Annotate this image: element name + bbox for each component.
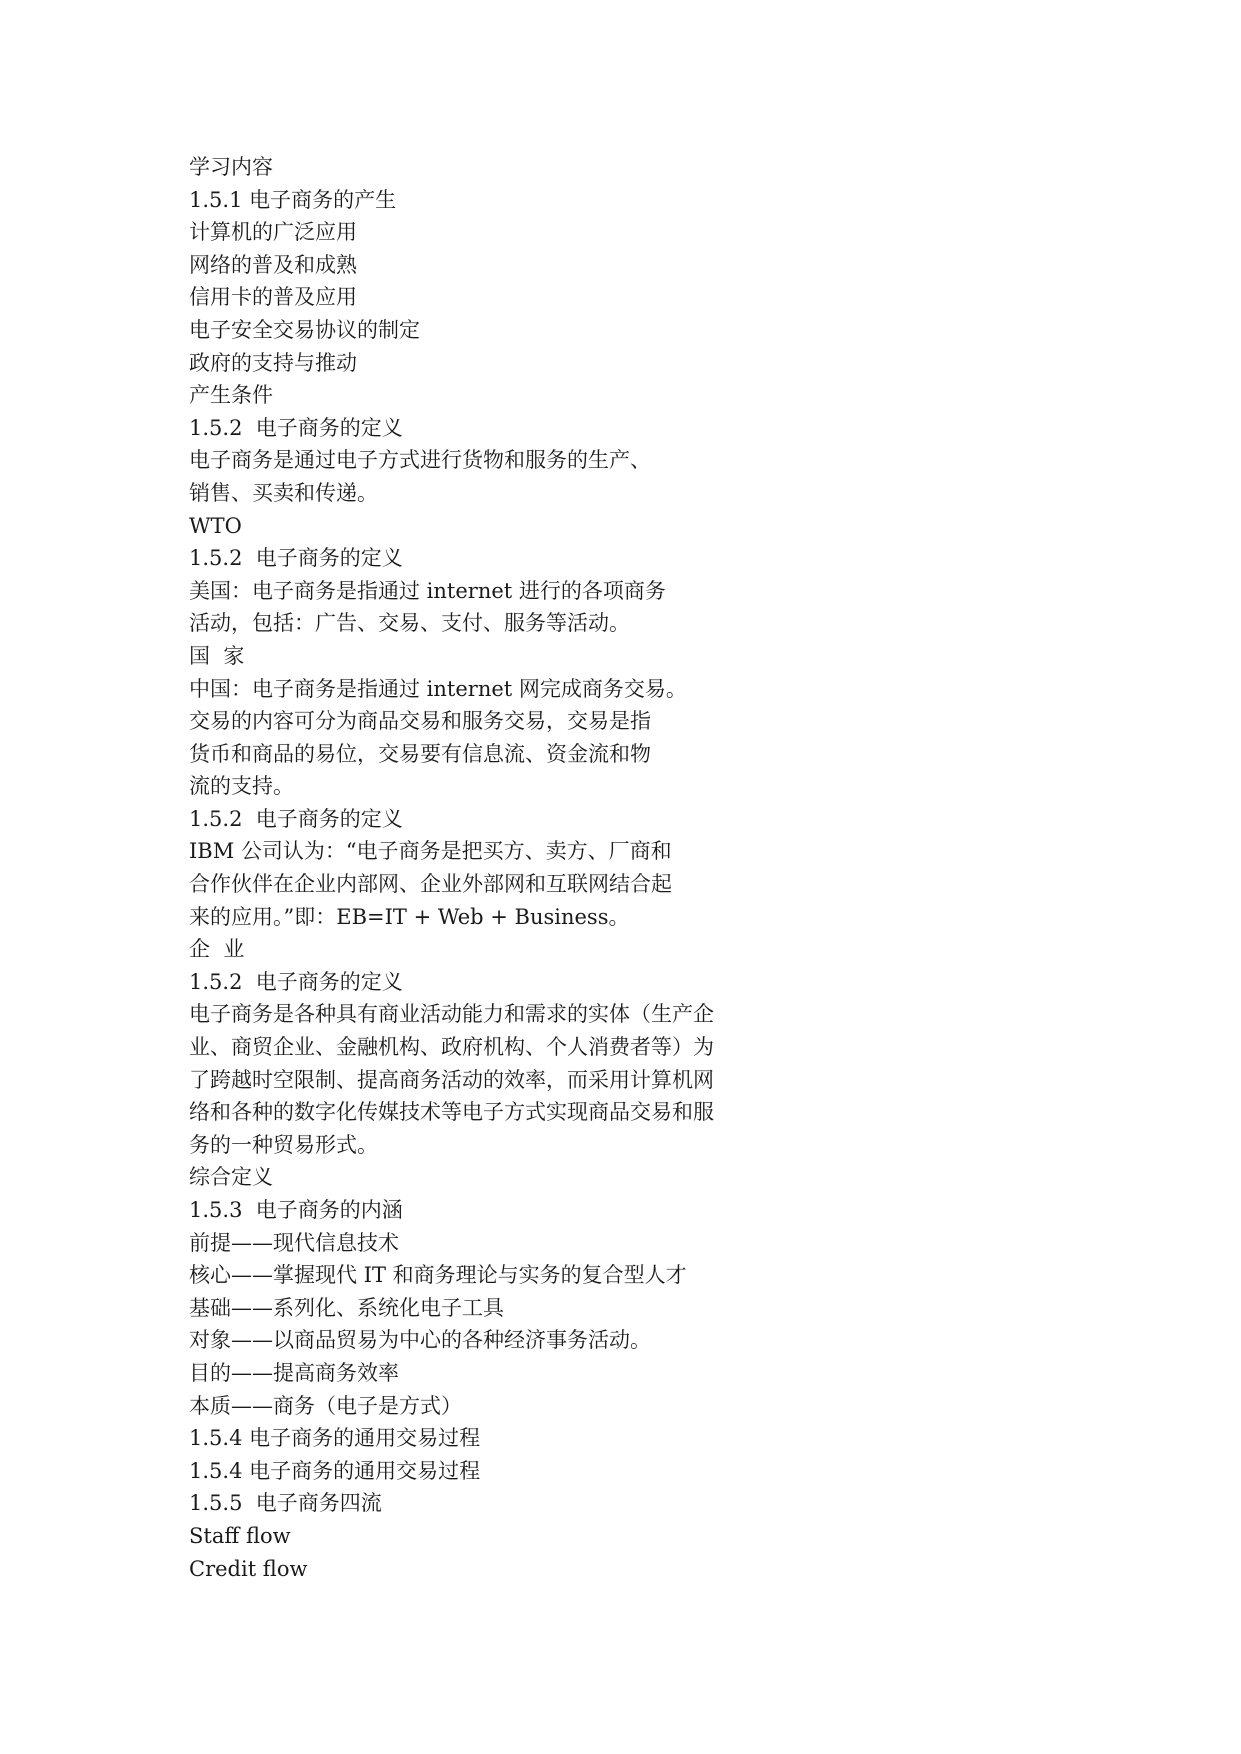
section-heading: 1.5.2 电子商务的定义 [189,969,403,994]
text-line: 货币和商品的易位，交易要有信息流、资金流和物 [189,741,651,766]
text-line: 对象——以商品贸易为中心的各种经济事务活动。 [189,1328,651,1353]
text-line: 流的支持。 [189,774,294,799]
section-heading: 1.5.5 电子商务四流 [189,1491,382,1516]
text-line: 核心——掌握现代 IT 和商务理论与实务的复合型人才 [189,1263,687,1288]
text-line: 电子商务是通过电子方式进行货物和服务的生产、 [189,448,651,473]
text-line: 前提——现代信息技术 [189,1230,399,1255]
section-heading: 1.5.3 电子商务的内涵 [189,1198,403,1222]
text-line: 销售、买卖和传递。 [189,480,378,505]
text-line: 产生条件 [189,383,273,408]
section-heading: 1.5.4 电子商务的通用交易过程 [189,1426,481,1451]
text-line: IBM 公司认为：“电子商务是把买方、卖方、厂商和 [189,839,672,864]
text-line: 务的一种贸易形式。 [189,1132,378,1157]
text-line: 基础——系列化、系统化电子工具 [189,1295,504,1320]
text-line: 合作伙伴在企业内部网、企业外部网和互联网结合起 [189,872,672,897]
text-line: 国 家 [189,643,245,668]
text-line: 政府的支持与推动 [189,350,357,375]
text-line: 电子商务是各种具有商业活动能力和需求的实体（生产企 [189,1002,714,1027]
text-line: 本质——商务（电子是方式） [189,1393,462,1418]
section-heading: 1.5.4 电子商务的通用交易过程 [189,1458,481,1483]
text-line: 业、商贸企业、金融机构、政府机构、个人消费者等）为 [189,1035,714,1060]
text-line: 信用卡的普及应用 [189,285,357,310]
text-line: 计算机的广泛应用 [189,220,357,245]
text-line: 网络的普及和成熟 [189,252,357,277]
text-line: 了跨越时空限制、提高商务活动的效率，而采用计算机网 [189,1067,714,1092]
text-line: 活动，包括：广告、交易、支付、服务等活动。 [189,611,630,636]
section-heading: 1.5.2 电子商务的定义 [189,415,403,440]
section-heading: 1.5.2 电子商务的定义 [189,806,403,831]
text-line: 美国：电子商务是指通过 internet 进行的各项商务 [189,578,666,603]
text-line: 交易的内容可分为商品交易和服务交易，交易是指 [189,709,651,734]
text-line: Credit flow [189,1556,308,1581]
text-line: 目的——提高商务效率 [189,1360,399,1385]
text-line: 学习内容 [189,155,273,179]
text-line: 综合定义 [189,1165,273,1190]
text-line: 企 业 [189,937,245,962]
text-line: Staff flow [189,1523,291,1548]
section-heading: 1.5.2 电子商务的定义 [189,546,403,571]
text-line: 来的应用。”即：EB=IT + Web + Business。 [189,904,630,929]
text-line: 中国：电子商务是指通过 internet 网完成商务交易。 [189,676,687,701]
document-body [189,151,809,1585]
text-line: 电子安全交易协议的制定 [189,317,420,342]
text-line: WTO [189,513,242,538]
text-line: 络和各种的数字化传媒技术等电子方式实现商品交易和服 [189,1100,714,1125]
section-heading: 1.5.1 电子商务的产生 [189,187,397,212]
